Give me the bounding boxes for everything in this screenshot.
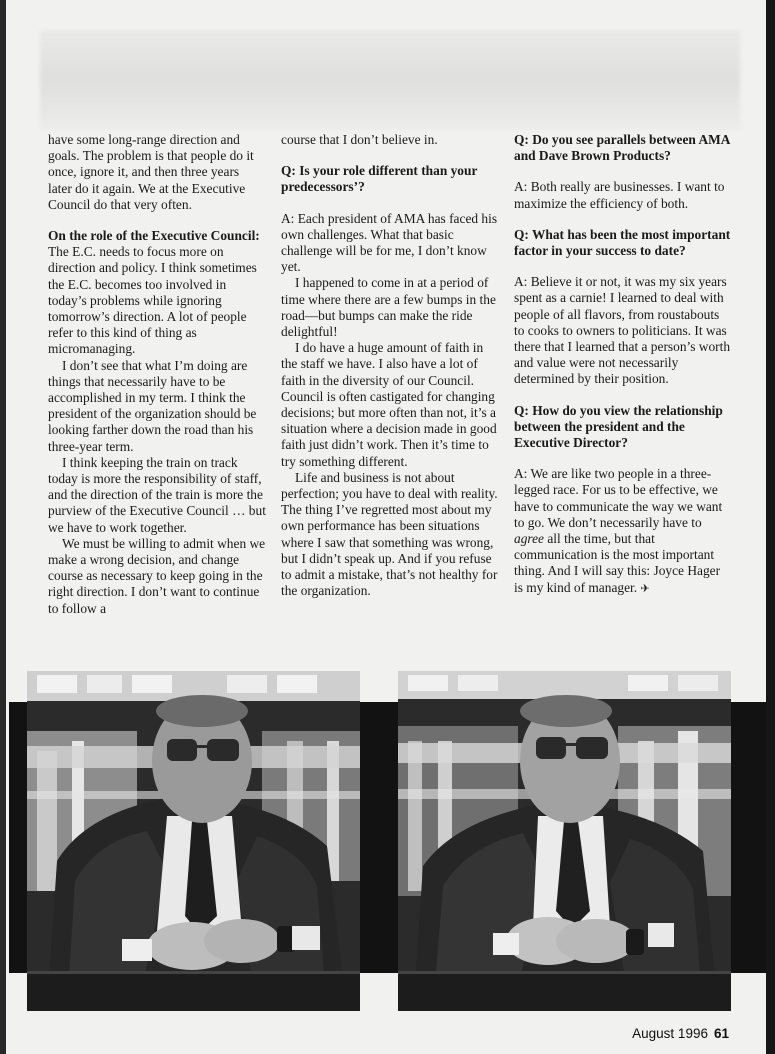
text-column-3: [514, 132, 732, 597]
paragraph: Life and business is not about perfection; you have to deal with reality. The thing I’ve regretted most about my own performance has been situations where I saw that something was wrong, but I didn’t speak up. And if you refuse to admit a mistake, that’s not healthy for the organization.: [281, 469, 498, 599]
portrait-illustration: [27, 671, 360, 1011]
paragraph: course that I don’t believe in.: [281, 132, 438, 147]
paragraph: I happened to come in at a period of time where there are a few bumps in the road—but bumps can make the ride delightful!: [281, 275, 496, 340]
text-column-2: [281, 132, 499, 599]
answer-text: A: We are like two people in a three-legged race. For us to be effective, we have to communicate the way we want to go. We don’t necessarily have to: [514, 466, 723, 530]
question-heading: Q: Do you see parallels between AMA and Dave Brown Products?: [514, 132, 730, 164]
portrait-photo-left: [27, 671, 360, 1011]
paragraph: I do have a huge amount of faith in the staff we have. I also have a lot of faith in the diversity of our Council. Council is often castigated for changing decisions; but more often than not, it’s a situation where a decision made in good faith just didn’t work. Then it’s time to try something different.: [281, 340, 497, 469]
page-edge-shadow: [0, 0, 6, 1054]
paragraph: have some long-range direction and goals. The problem is that people do it once, ignore it, and then three years later do it again. We at the Executive Council do that very often.: [48, 132, 254, 212]
issue-date: August 1996: [632, 1026, 708, 1041]
paragraph: We must be willing to admit when we make a wrong decision, and change course as necessary to keep going in the right direction. I don’t want to continue to follow a: [48, 535, 266, 616]
emphasis-text: agree: [514, 531, 544, 547]
paragraph: I don’t see that what I’m doing are things that necessarily have to be accomplished in my term. I think the president of the organization should be looking farther down the road than his three-year term.: [48, 357, 257, 454]
answer-text: all the time, but that communication is the most important thing. And I will say this: Joyce Hager is my kind of manager.: [514, 531, 721, 595]
answer: A: Each president of AMA has faced his own challenges. What that basic challenge will be for me, I don’t know yet.: [281, 210, 498, 275]
question-heading: Q: How do you view the relationship between the president and the Executive Director?: [514, 402, 723, 451]
text-column-1: [48, 132, 266, 617]
page-edge-shadow: [766, 0, 775, 1054]
answer: [514, 466, 732, 597]
paragraph: [48, 228, 266, 358]
paragraph-text: The E.C. needs to focus more on direction and policy. I think sometimes the E.C. becomes too involved in today’s problems while ignoring tomorrow’s direction. A lot of people refer to this kind of thing as micromanaging.: [48, 244, 257, 357]
page-number: 61: [713, 1026, 729, 1041]
bleed-through-header: [40, 30, 740, 130]
answer: A: Believe it or not, it was my six years spent as a carnie! I learned to deal with people of all flavors, from roustabouts to cooks to owners to politicians. It was there that I learned that a person’s worth and value were not necessarily determined by their position.: [514, 274, 731, 387]
airplane-end-mark-icon: ✈: [640, 581, 650, 595]
portrait-photo-right: [398, 671, 731, 1011]
question-heading: Q: Is your role different than your predecessors’?: [281, 163, 478, 195]
question-heading: Q: What has been the most important factor in your success to date?: [514, 226, 731, 259]
section-heading: On the role of the Executive Council:: [48, 228, 260, 244]
answer: A: Both really are businesses. I want to maximize the efficiency of both.: [514, 179, 725, 211]
page-footer: [632, 1026, 729, 1041]
portrait-illustration: [398, 671, 731, 1011]
paragraph: I think keeping the train on track today is more the responsibility of staff, and the direction of the train is more the purview of the Executive Council … but we have to work together.: [48, 454, 266, 535]
